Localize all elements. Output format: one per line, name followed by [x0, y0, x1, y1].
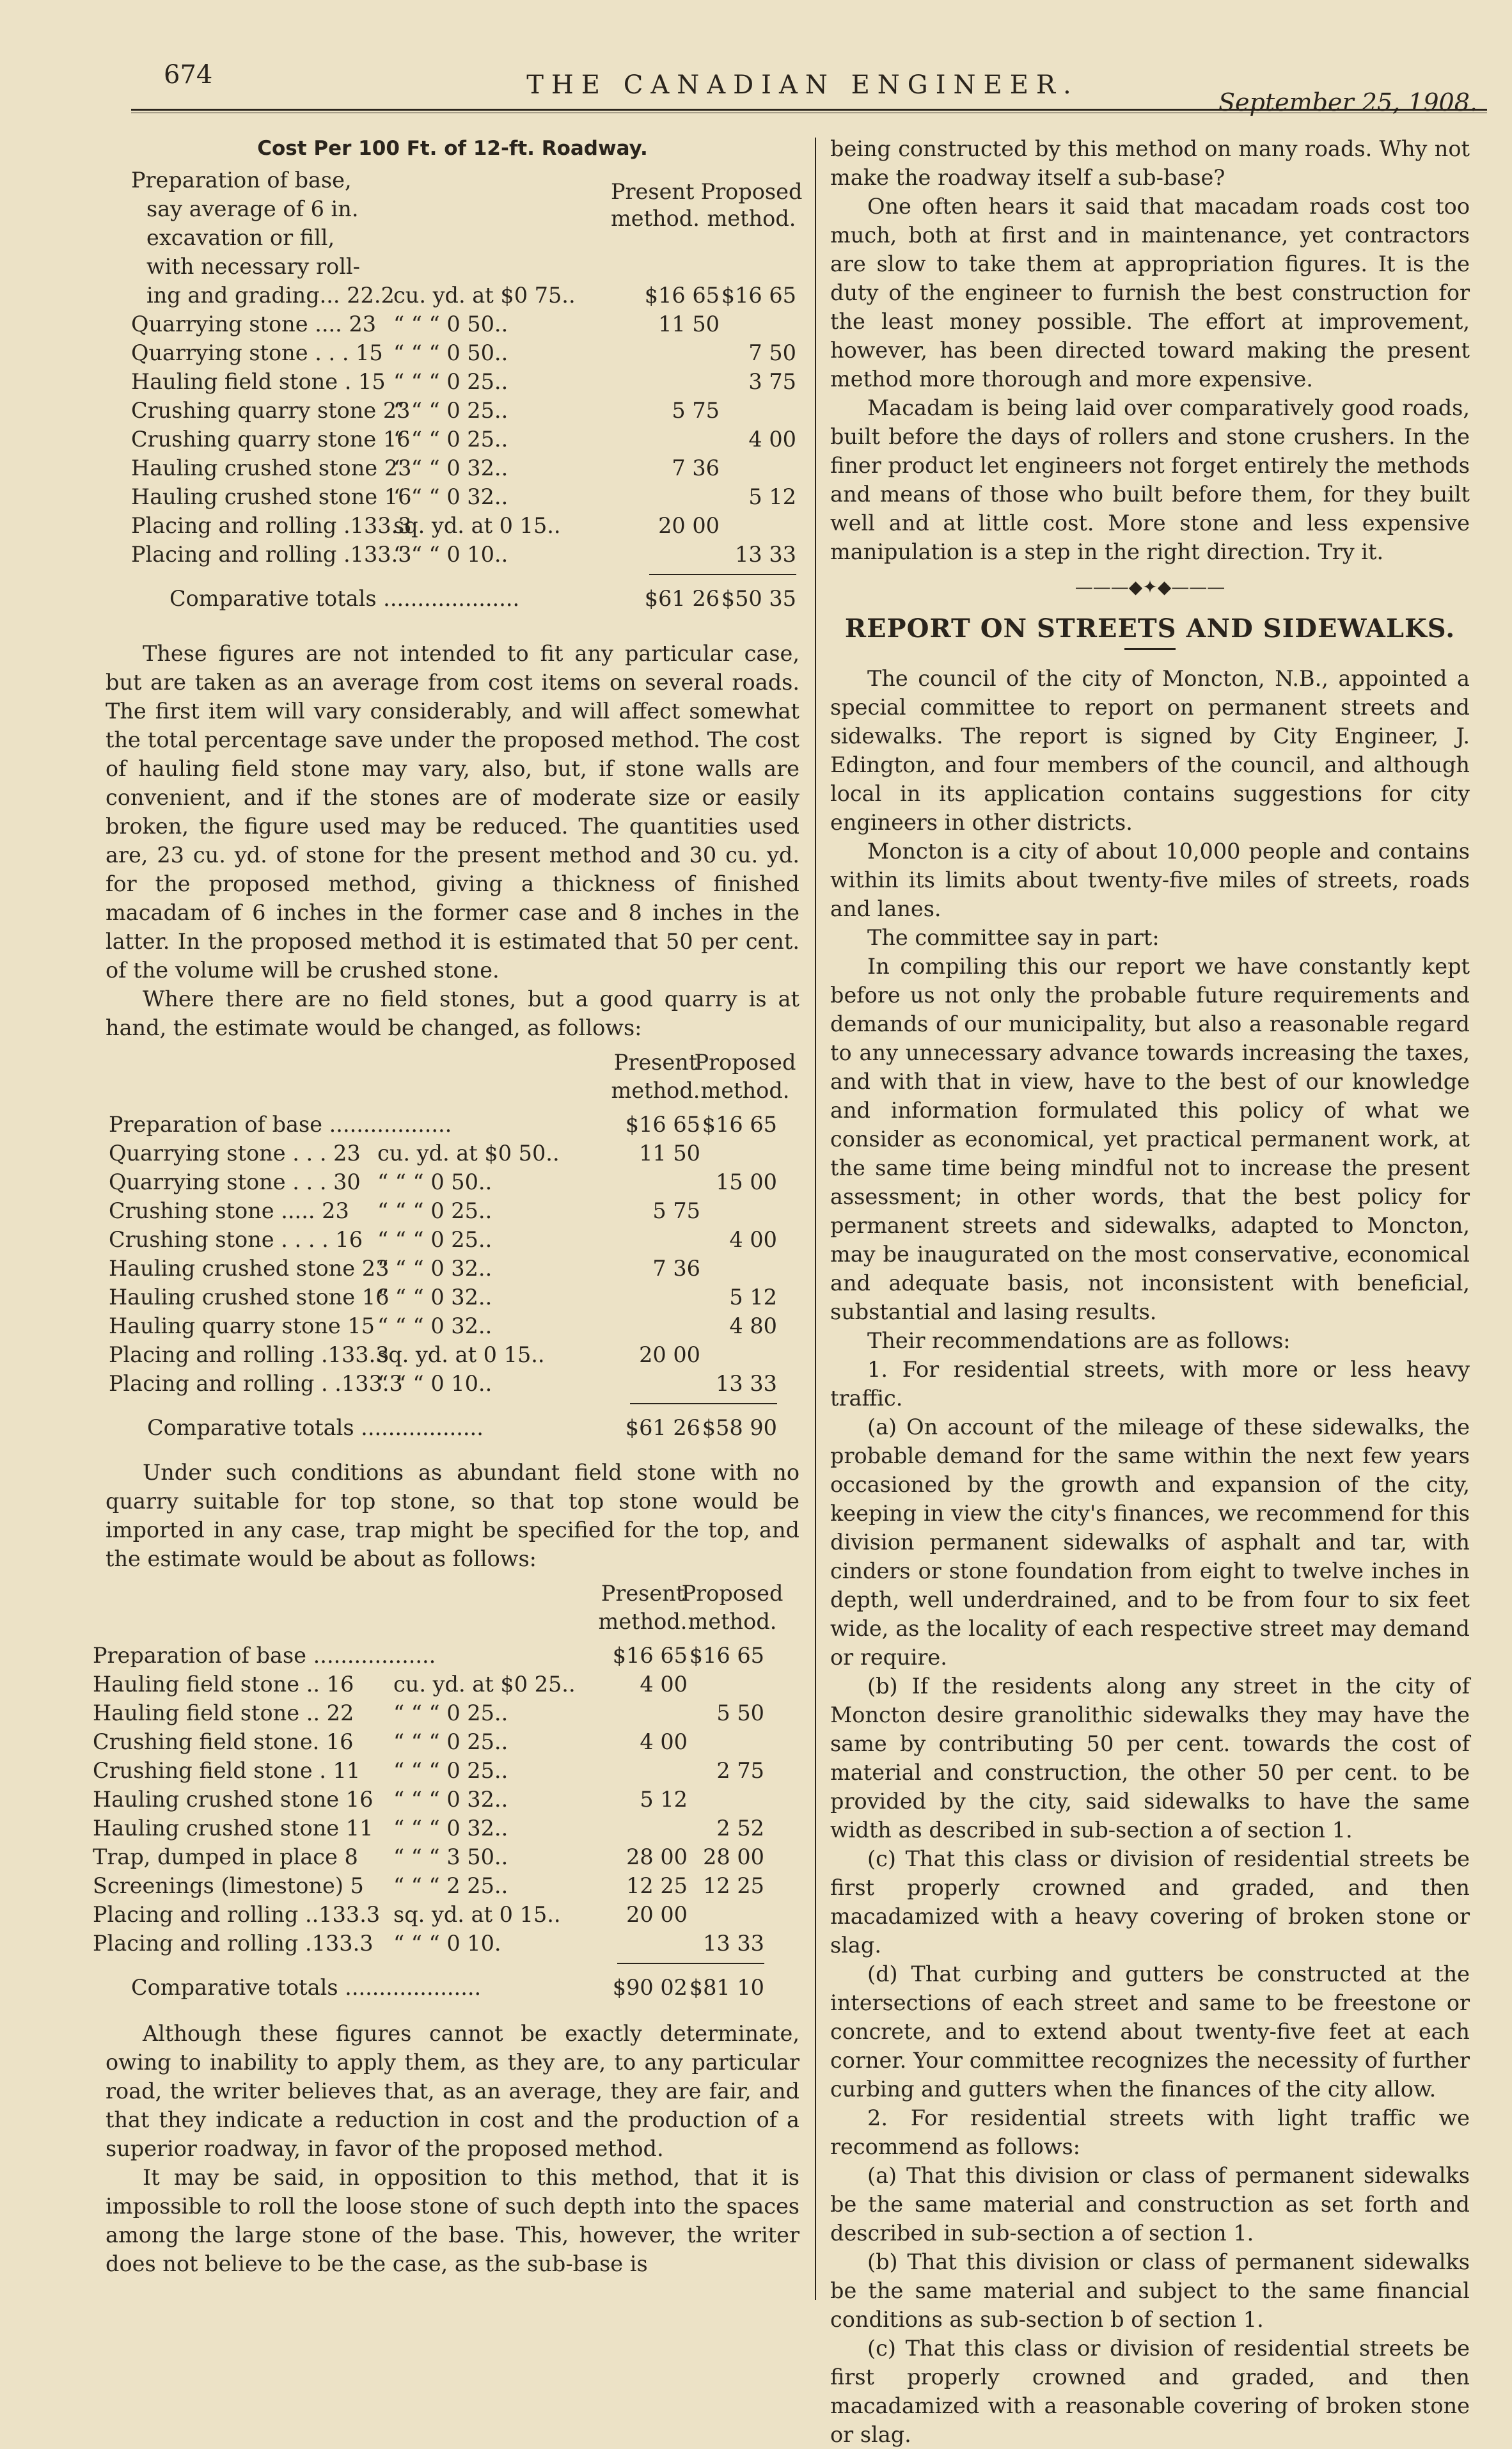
total-present: $61 26: [644, 586, 720, 611]
row-quantity: “ “ “ 0 32..: [377, 1256, 492, 1281]
row-label: Crushing stone . . . . 16: [109, 1227, 363, 1252]
paragraph: 1. For residential streets, with more or less heavy traffic.: [830, 1357, 1470, 1411]
table1-first-item-line: Preparation of base,: [131, 168, 352, 193]
row-quantity: “ “ “ 0 10..: [377, 1371, 492, 1396]
row-proposed: 5 12: [748, 484, 796, 509]
row-label: ing and grading... 22.2: [146, 283, 395, 308]
row-label: Quarrying stone . . . 15: [131, 340, 383, 365]
row-present: 11 50: [639, 1141, 700, 1166]
row-proposed: $16 65: [689, 1643, 764, 1668]
row-quantity: “ “ “ 0 25..: [377, 1198, 492, 1223]
paragraph: (c) That this class or division of residential streets be first properly crowned and graded, and then macadamized with a heavy covering of broken stone or slag.: [830, 1846, 1470, 1958]
row-label: Placing and rolling .133.3: [131, 542, 412, 567]
table-row: [106, 1254, 799, 1283]
paragraph: Under such conditions as abundant field stone with no quarry suitable for top stone, so that top stone would be imported in any case, trap might be specified for the top, and the estimate would be about as follows:: [106, 1460, 799, 1571]
paragraph: Where there are no field stones, but a good quarry is at hand, the estimate would be changed, as follows:: [106, 987, 799, 1040]
paragraph: (a) That this division or class of permanent sidewalks be the same material and construction as set forth and described in sub-section a of section 1.: [830, 2163, 1470, 2246]
table-row: [106, 511, 799, 540]
row-proposed: 3 75: [748, 369, 796, 394]
row-label: Hauling crushed stone 16: [93, 1787, 374, 1812]
table-row: [93, 1699, 799, 1727]
row-label: Crushing quarry stone 16: [131, 427, 411, 452]
row-label: Quarrying stone .... 23: [131, 312, 377, 337]
row-proposed: 7 50: [748, 340, 796, 365]
paragraph: (c) That this class or division of residential streets be first properly crowned and graded, and then macadamized with a reasonable covering of broken stone or slag.: [830, 2336, 1470, 2447]
header-rule: [131, 109, 1487, 111]
paragraph: (b) That this division or class of permanent sidewalks be the same material and subject to the same financial conditions as sub-section b of section 1.: [830, 2249, 1470, 2332]
totals-row: [106, 1411, 799, 1445]
table1-proposed-header: Proposed method.: [700, 179, 803, 231]
table1-title: Cost Per 100 Ft. of 12-ft. Roadway.: [257, 137, 648, 160]
row-label: Placing and rolling ..133.3: [93, 1902, 381, 1927]
row-label: Hauling field stone .. 22: [93, 1700, 354, 1725]
row-quantity: “ “ “ 3 50..: [393, 1844, 508, 1869]
table2-proposed-header: Proposed method.: [694, 1050, 796, 1103]
table-row: [106, 1196, 799, 1225]
row-quantity: sq. yd. at 0 15..: [393, 1902, 561, 1927]
row-label: Placing and rolling .133.3: [93, 1931, 374, 1956]
row-label: Quarrying stone . . . 23: [109, 1141, 361, 1166]
totals-rule: [649, 574, 796, 575]
row-proposed: $16 65: [721, 283, 796, 308]
row-label: Crushing field stone . 11: [93, 1758, 361, 1783]
cost-table-2: [106, 1049, 799, 1445]
column-divider: [815, 138, 816, 2300]
row-quantity: cu. yd. at $0 75..: [393, 283, 576, 308]
row-proposed: 28 00: [703, 1844, 764, 1869]
row-label: Hauling quarry stone 15: [109, 1313, 375, 1338]
left-column: [93, 134, 803, 2278]
table1-first-item-line: with necessary roll-: [146, 254, 360, 279]
paragraph: Although these figures cannot be exactly determinate, owing to inability to apply them, as they are, to any particular road, the writer believes that, as an average, they are fair, and that they indicate a reduction in cost and the production of a superior roadway, in favor of the proposed method.: [106, 2021, 799, 2161]
row-label: Hauling crushed stone 16: [109, 1285, 390, 1310]
table-row: [106, 1168, 799, 1196]
row-present: 5 75: [652, 1198, 700, 1223]
right-column: [830, 134, 1470, 2449]
paragraph: In compiling this our report we have constantly kept before us not only the probable future requirements and demands of our municipality, but also a reasonable regard to any unnecessary advance towards increasing the taxes, and with that in view, have to the best of our knowledge and information formulated this policy of what we consider as economical, yet practical permanent work, at the same time being mindful not to increase the present assessment; in other words, that the best policy for permanent streets and sidewalks, adapted to Moncton, may be inaugurated on the most conservative, economical and adequate basis, not inconsistent with beneficial, substantial and lasing results.: [830, 954, 1470, 1324]
row-label: Hauling crushed stone 23: [131, 456, 412, 480]
row-quantity: “ “ “ 0 32..: [393, 1816, 508, 1841]
row-label: Placing and rolling .133.3: [131, 513, 412, 538]
totals-label: Comparative totals ..................: [147, 1415, 484, 1440]
row-quantity: “ “ “ 0 25..: [393, 369, 508, 394]
table1-first-item-line: excavation or fill,: [146, 225, 335, 250]
row-label: Screenings (limestone) 5: [93, 1873, 364, 1898]
row-present: 7 36: [672, 456, 720, 480]
table-row: [106, 482, 799, 511]
row-label: Hauling crushed stone 23: [109, 1256, 390, 1281]
total-present: $61 26: [625, 1415, 700, 1440]
row-label: Preparation of base ..................: [93, 1643, 436, 1668]
section-ornament: ———◆✦◆———: [1075, 576, 1225, 598]
row-label: Quarrying stone . . . 30: [109, 1169, 361, 1194]
table-row: [93, 1814, 799, 1843]
row-present: 4 00: [640, 1672, 688, 1697]
issue-date: September 25, 1908.: [1218, 88, 1477, 116]
total-proposed: $81 10: [689, 1975, 764, 2000]
row-proposed: 12 25: [703, 1873, 764, 1898]
paragraph: (b) If the residents along any street in the city of Moncton desire granolithic sidewalks they may have the same by contributing 50 per cent. towards the cost of material and construction, the other 50 per cent. to be provided by the city, said sidewalks to have the same width as described in sub-section a of section 1.: [830, 1674, 1470, 1843]
table1-first-item-line: say average of 6 in.: [146, 196, 359, 221]
table-row: [93, 1785, 799, 1814]
paragraph: Macadam is being laid over comparatively good roads, built before the days of rollers and stone crushers. In the finer product let engineers not forget entirely the methods and means of those who built before them, for they built well and at little cost. More stone and less expensive manipulation is a step in the right direction. Try it.: [830, 395, 1470, 564]
table-row: [106, 454, 799, 482]
row-proposed: 5 50: [716, 1700, 764, 1725]
row-quantity: cu. yd. at $0 25..: [393, 1672, 576, 1697]
table-row: [106, 1225, 799, 1254]
row-proposed: 13 33: [735, 542, 796, 567]
row-proposed: 2 52: [716, 1816, 764, 1841]
section-heading: REPORT ON STREETS AND SIDEWALKS.: [844, 614, 1456, 644]
totals-row: [106, 1970, 799, 2005]
paragraph: Moncton is a city of about 10,000 people and contains within its limits about twenty-five miles of streets, roads and lanes.: [830, 839, 1470, 921]
total-present: $90 02: [612, 1975, 688, 2000]
table-row: [106, 1312, 799, 1340]
totals-label: Comparative totals ....................: [131, 1975, 482, 2000]
row-label: Crushing field stone. 16: [93, 1729, 354, 1754]
table-row: [106, 310, 799, 338]
row-quantity: “ “ “ 0 25..: [393, 1700, 508, 1725]
table-row: [106, 281, 799, 310]
table-row: [93, 1641, 799, 1670]
total-proposed: $58 90: [702, 1415, 777, 1440]
page-header: [128, 58, 1477, 115]
table-row: [106, 1340, 799, 1369]
row-present: 7 36: [652, 1256, 700, 1281]
row-label: Hauling crushed stone 16: [131, 484, 412, 509]
row-present: 5 75: [672, 398, 720, 423]
table-row: [93, 1900, 799, 1929]
row-label: Hauling crushed stone 11: [93, 1816, 374, 1841]
table-row: [106, 367, 799, 396]
table-row: [106, 396, 799, 425]
table1-present-header: Present method.: [611, 179, 700, 231]
table-row: [106, 1369, 799, 1398]
row-quantity: sq. yd. at 0 15..: [377, 1342, 545, 1367]
table-row: [106, 540, 799, 569]
table-row: [106, 1110, 799, 1139]
paragraph: 2. For residential streets with light traffic we recommend as follows:: [830, 2105, 1470, 2159]
heading-rule: [1124, 648, 1176, 650]
row-proposed: 4 80: [729, 1313, 777, 1338]
table-row: [106, 425, 799, 454]
row-quantity: “ “ “ 2 25..: [393, 1873, 508, 1898]
row-present: $16 65: [612, 1643, 688, 1668]
row-quantity: “ “ “ 0 10..: [393, 542, 508, 567]
row-quantity: cu. yd. at $0 50..: [377, 1141, 560, 1166]
paragraph: (a) On account of the mileage of these sidewalks, the probable demand for the same within the next few years occasioned by the growth and expansion of the city, keeping in view the city's finances, we recommend for this division permanent sidewalks of asphalt and tar, with cinders or stone foundation from eight to twelve inches in depth, well underdrained, and to be from four to six feet wide, as the locality of each respective street may demand or require.: [830, 1415, 1470, 1670]
totals-row: [106, 582, 799, 616]
row-present: 20 00: [639, 1342, 700, 1367]
cost-table-1: [106, 166, 803, 616]
row-quantity: “ “ “ 0 50..: [393, 312, 508, 337]
paragraph: One often hears it said that macadam roads cost too much, both at first and in maintenance, yet contractors are slow to take them at appropriation figures. It is the duty of the engineer to furnish the best construction for the least money possible. The effort at improvement, however, has been directed toward making the present method more thorough and more expensive.: [830, 194, 1470, 392]
row-proposed: 5 12: [729, 1285, 777, 1310]
row-quantity: “ “ “ 0 32..: [377, 1285, 492, 1310]
row-present: 5 12: [640, 1787, 688, 1812]
row-quantity: “ “ “ 0 25..: [393, 1758, 508, 1783]
paragraph: The council of the city of Moncton, N.B., appointed a special committee to report on permanent streets and sidewalks. The report is signed by City Engineer, J. Edington, and four members of the council, and although local in its application contains suggestions for city engineers in other districts.: [830, 666, 1470, 835]
total-proposed: $50 35: [721, 586, 796, 611]
table3-present-header: Present method.: [598, 1581, 688, 1634]
row-quantity: “ “ “ 0 25..: [393, 427, 508, 452]
table-row: [93, 1843, 799, 1871]
row-quantity: “ “ “ 0 25..: [393, 1729, 508, 1754]
table2-present-header: Present method.: [611, 1050, 700, 1103]
row-present: $16 65: [644, 283, 720, 308]
table-row: [93, 1929, 799, 1958]
row-quantity: sq. yd. at 0 15..: [393, 513, 561, 538]
journal-title: THE CANADIAN ENGINEER.: [526, 70, 1079, 100]
row-proposed: 13 33: [703, 1931, 764, 1956]
paragraph: (d) That curbing and gutters be constructed at the intersections of each street and same to be freestone or concrete, and to extend about twenty-five feet at each corner. Your committee recognizes the necessity of further curbing and gutters when the finances of the city allow.: [830, 1962, 1470, 2102]
paragraph: The committee say in part:: [867, 925, 1160, 950]
row-quantity: “ “ “ 0 32..: [377, 1313, 492, 1338]
row-present: 4 00: [640, 1729, 688, 1754]
row-label: Placing and rolling . .133.3: [109, 1371, 403, 1396]
row-quantity: “ “ “ 0 32..: [393, 456, 508, 480]
row-proposed: 4 00: [729, 1227, 777, 1252]
row-proposed: $16 65: [702, 1112, 777, 1137]
row-quantity: “ “ “ 0 50..: [377, 1169, 492, 1194]
page-number: 674: [164, 60, 213, 90]
totals-rule: [617, 1963, 764, 1964]
paragraph: being constructed by this method on many roads. Why not make the roadway itself a sub-base?: [830, 136, 1470, 190]
row-quantity: “ “ “ 0 32..: [393, 1787, 508, 1812]
row-present: $16 65: [625, 1112, 700, 1137]
table-row: [106, 338, 799, 367]
row-label: Placing and rolling .133.3: [109, 1342, 390, 1367]
row-label: Hauling field stone . 15: [131, 369, 386, 394]
row-proposed: 2 75: [716, 1758, 764, 1783]
table-row: [106, 1139, 799, 1168]
totals-rule: [630, 1403, 777, 1404]
row-label: Hauling field stone .. 16: [93, 1672, 354, 1697]
paragraph: It may be said, in opposition to this method, that it is impossible to roll the loose stone of such depth into the spaces among the large stone of the base. This, however, the writer does not believe to be the case, as the sub-base is: [106, 2165, 799, 2276]
paragraph: These figures are not intended to fit any particular case, but are taken as an average from cost items on several roads. The first item will vary considerably, and will affect somewhat the total percentage save under the proposed method. The cost of hauling field stone may vary, also, but, if stone walls are convenient, and if the stones are of moderate size or easily broken, the figure used may be reduced. The quantities used are, 23 cu. yd. of stone for the present method and 30 cu. yd. for the proposed method, giving a thickness of finished macadam of 6 inches in the former case and 8 inches in the latter. In the proposed method it is estimated that 50 per cent. of the volume will be crushed stone.: [106, 641, 799, 983]
row-quantity: “ “ “ 0 25..: [393, 398, 508, 423]
table-row: [106, 1283, 799, 1312]
row-present: 28 00: [626, 1844, 688, 1869]
row-present: 20 00: [658, 513, 720, 538]
row-present: 12 25: [626, 1873, 688, 1898]
table-row: [93, 1727, 799, 1756]
row-quantity: “ “ “ 0 10.: [393, 1931, 501, 1956]
row-proposed: 13 33: [716, 1371, 777, 1396]
row-label: Crushing quarry stone 23: [131, 398, 411, 423]
row-proposed: 15 00: [716, 1169, 777, 1194]
row-quantity: “ “ “ 0 25..: [377, 1227, 492, 1252]
cost-table-3: [93, 1580, 799, 2005]
table-row: [93, 1670, 799, 1699]
table3-proposed-header: Proposed method.: [681, 1581, 784, 1634]
row-present: 20 00: [626, 1902, 688, 1927]
totals-label: Comparative totals ....................: [169, 586, 520, 611]
row-label: Crushing stone ..... 23: [109, 1198, 349, 1223]
table-row: [93, 1871, 799, 1900]
row-label: Preparation of base ..................: [109, 1112, 452, 1137]
row-quantity: “ “ “ 0 32..: [393, 484, 508, 509]
table-row: [93, 1756, 799, 1785]
row-proposed: 4 00: [748, 427, 796, 452]
row-quantity: “ “ “ 0 50..: [393, 340, 508, 365]
row-present: 11 50: [658, 312, 720, 337]
row-label: Trap, dumped in place 8: [93, 1844, 358, 1869]
paragraph: Their recommendations are as follows:: [867, 1328, 1291, 1353]
